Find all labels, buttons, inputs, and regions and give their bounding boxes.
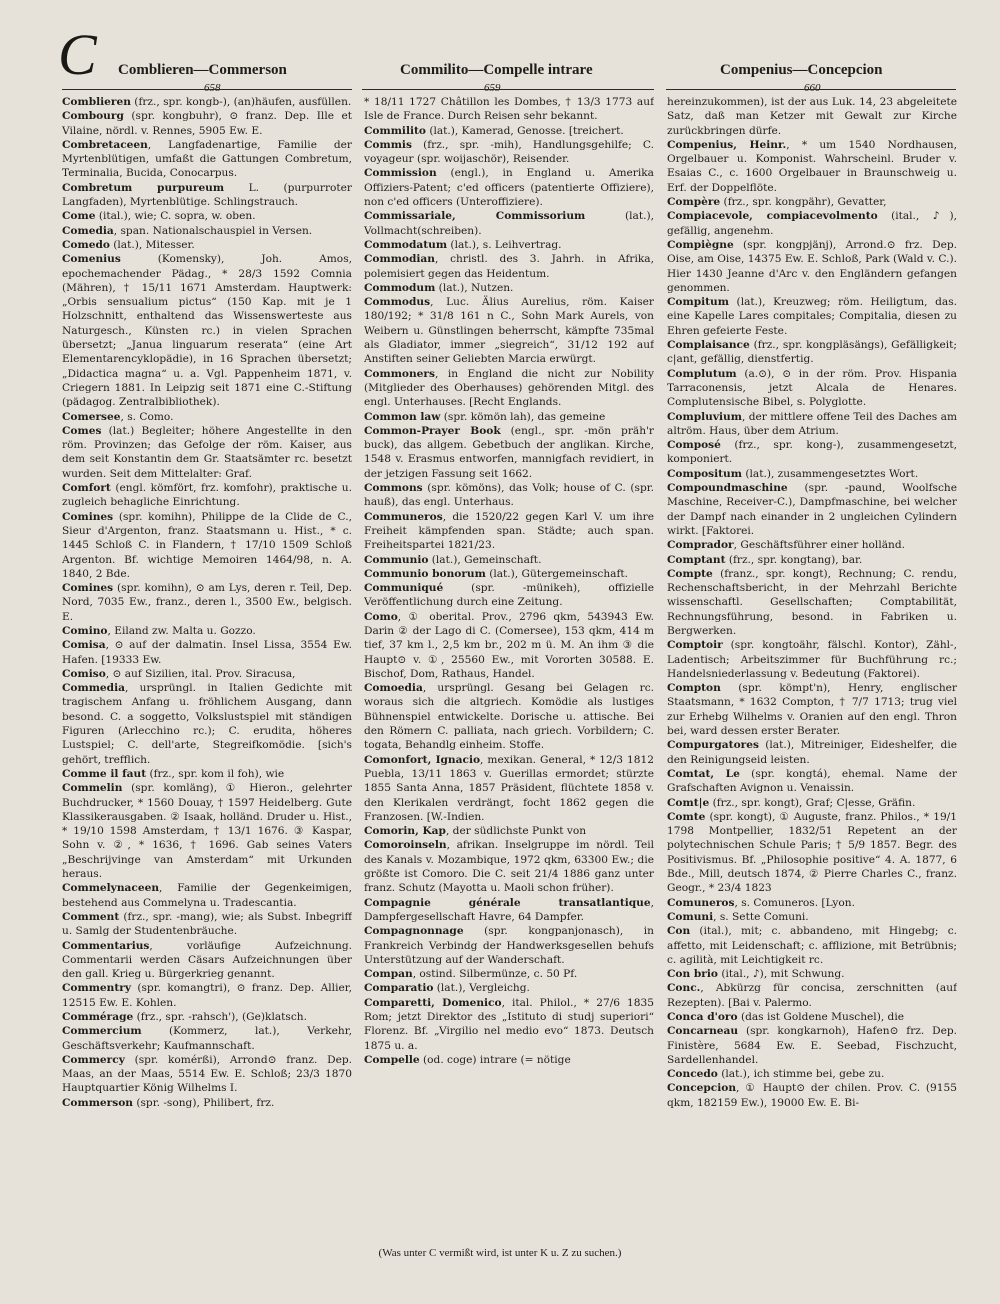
entry-headword: Comtat, Le [667, 767, 740, 780]
entry-headword: Communio bonorum [364, 567, 486, 580]
column-3-rule [666, 89, 956, 90]
entry-headword: Commercium [62, 1025, 142, 1038]
entry-text: , Eiland zw. Malta u. Gozzo. [107, 624, 256, 637]
entry-text: (frz., spr. kongpähr), Gevatter, [720, 196, 887, 209]
section-letter: C [58, 22, 97, 87]
entry-headword: Compoundmaschine [667, 482, 788, 495]
entry-headword: Commilito [364, 124, 426, 137]
dictionary-entry [364, 238, 654, 252]
dictionary-entry [62, 109, 352, 138]
entry-text: , ursprüngl. in Italien Gedichte mit tragischem Anfang u. fröhlichem Ausgang, dann besond. C. a soggetto, Volkslustspiel mit ständigen Figuren (Arlecchino rc.); C. erudita, höheres Lustspiel; C. dell'arte, Stegreifkomödie. [sich's gehört, trefflich. [62, 682, 352, 766]
entry-headword: Commoners [364, 367, 435, 380]
entry-text: (lat.), zusammengesetztes Wort. [741, 467, 919, 480]
dictionary-entry [62, 224, 352, 238]
dictionary-entry [364, 209, 654, 238]
entry-headword: Commelynaceen [62, 882, 160, 895]
dictionary-entry [364, 681, 654, 752]
entry-headword: Concedo [667, 1068, 718, 1081]
dictionary-entry [364, 295, 654, 366]
entry-text: (franz., spr. kongt), Rechnung; C. rendu, Rechenschaftsbericht, in der Mehrzahl Berichte wissenschaftl. Gesellschaften; Comptabilität, Rechnungsführung, besond. in Fabriken u. Bergwerken. [667, 567, 957, 637]
entry-headword: Commis [364, 138, 412, 151]
dictionary-entry [667, 209, 957, 238]
dictionary-entry [364, 610, 654, 681]
dictionary-entry [667, 438, 957, 467]
page-number-659: 659 [484, 82, 501, 94]
dictionary-entry [62, 781, 352, 881]
entry-text: (frz., spr. kong-), zusammengesetzt, komponiert. [667, 439, 957, 466]
entry-headword: Comprador [667, 539, 734, 552]
entry-headword: Compton [667, 682, 721, 695]
entry-headword: Commedia [62, 682, 125, 695]
dictionary-entry [667, 967, 957, 981]
dictionary-entry [364, 838, 654, 895]
entry-headword: Compelle [364, 1053, 420, 1066]
entry-text: (ital.), wie; C. sopra, w. oben. [95, 210, 256, 223]
entry-text: , vorläufige Aufzeichnung. Commentarii werden Cäsars Aufzeichnungen über den gall. Krieg u. Bürgerkrieg genannt. [62, 939, 352, 981]
entry-headword: Comptant [667, 553, 726, 566]
dictionary-entry [667, 810, 957, 896]
entry-headword: Communiqué [364, 582, 444, 595]
dictionary-entry [62, 767, 352, 781]
entry-text: (lat.), Gemeinschaft. [428, 553, 542, 566]
entry-text: (das ist Goldene Muschel), die [737, 1011, 904, 1023]
entry-text: , in England die nicht zur Nobility (Mitglieder des Oberhauses) gehörenden Mitgl. des engl. Unterhauses. [Recht Englands. [364, 367, 654, 409]
entry-headword: Combretum purpureum [62, 181, 225, 194]
dictionary-entry [364, 896, 654, 925]
entry-text: , s. Sette Comuni. [713, 910, 809, 923]
entry-headword: Comines [62, 510, 114, 523]
entry-text: (spr. komérßi), Arrond⊙ franz. Dep. Maas, an der Maas, 5514 Ew. E. Schloß; 23/3 1870 Hauptquartier König Wilhelms I. [62, 1053, 352, 1095]
entry-headword: Compurgatores [667, 739, 759, 752]
dictionary-entry [364, 281, 654, 295]
entry-headword: Communio [364, 553, 429, 566]
entry-headword: Comme il faut [62, 767, 147, 780]
entry-headword: Commerson [62, 1096, 133, 1109]
column-3 [667, 95, 957, 1230]
dictionary-entry [667, 638, 957, 681]
column-2-header: Commilito—Compelle intrare [400, 62, 593, 78]
entry-headword: Compiacevole, compiacevolmento [667, 210, 878, 223]
entry-text: * 18/11 1727 Châtillon les Dombes, † 13/3 1773 auf Isle de France. Durch Reisen sehr bekannt. [364, 96, 654, 123]
entry-text: (spr. kongkarnoh), Hafen⊙ frz. Dep. Finistère, 5684 Ew. E. Seebad, Fischzucht, Sardellenhandel. [667, 1025, 957, 1066]
entry-text: , Langfadenartige, Familie der Myrtenblütigen, umfaßt die Gattungen Combretum, Terminalia, Bucida, Conocarpus. [62, 138, 352, 180]
dictionary-entry [667, 410, 957, 439]
entry-text: (lat.), s. Leihvertrag. [447, 238, 562, 251]
entry-headword: Conc. [667, 982, 701, 995]
entry-text: (frz., spr. kongt), Graf; C|esse, Gräfin. [709, 796, 916, 809]
entry-headword: Compitum [667, 296, 729, 309]
entry-headword: Comuneros [667, 896, 735, 909]
entry-headword: Commentarius [62, 939, 150, 952]
dictionary-entry [62, 410, 352, 424]
entry-headword: Comisa [62, 639, 106, 652]
entry-headword: Con [667, 925, 691, 938]
entry-text: (frz., spr. kongb-), (an)häufen, ausfüllen. [130, 96, 352, 108]
dictionary-entry [364, 553, 654, 567]
entry-text: , span. Nationalschauspiel in Versen. [113, 224, 313, 237]
entry-headword: Compère [667, 196, 721, 209]
entry-text: (spr. -münikeh), offizielle Veröffentlichung durch eine Zeitung. [364, 582, 654, 609]
entry-text: (ital., ♪), mit Schwung. [717, 968, 845, 981]
entry-text: , mexikan. General, * 12/3 1812 Puebla, 13/11 1863 v. Guerillas ermordet; stürzte 1855 Santa Anna, 1857 Präsident, flüchtete 1858 v. den Klerikalen verdrängt, focht 1862 gegen die Franzosen. [W.-Indien. [364, 753, 654, 823]
dictionary-entry [62, 1024, 352, 1053]
dictionary-entry [62, 581, 352, 624]
entry-text: (spr. kongtoähr, fälschl. Kontor), Zähl-, Ladentisch; Arbeitszimmer für Buchführung rc.; Handelsniederlassung v. Bedeutung (Faktorei). [667, 639, 957, 680]
dictionary-entry [62, 209, 352, 223]
entry-headword: Compan [364, 968, 413, 981]
entry-text: (spr. kongt), ① Auguste, franz. Philos., * 19/1 1798 Montpellier, 1832/51 Repetent an der polytechnischen Schule Paris; † 5/9 1857. Begr. des Positivismus. Bf. „Philosophie positive“ 4. A. 1877, 6 Bde., Mill, deutsch 1874, ② Pierre Charles C., franz. Geogr., * 23/4 1823 [667, 810, 957, 895]
entry-text: (spr. komihn), Philippe de la Clide de C., Sieur d'Argenton, franz. Staatsmann u. Hist., * c. 1445 Schloß C. in Flandern, † 17/10 1509 Schloß Argenton. Bf. wichtige Memoiren 1464/98, n. A. 1840, 2 Bde. [62, 510, 352, 580]
dictionary-entry [667, 553, 957, 567]
dictionary-entry [667, 1067, 957, 1081]
entry-headword: Comoroinseln [364, 839, 447, 852]
entry-headword: Commons [364, 482, 423, 495]
dictionary-entry [667, 924, 957, 967]
column-1-rule [62, 89, 352, 90]
entry-text: , Dampfergesellschaft Havre, 64 Dampfer. [364, 896, 654, 923]
dictionary-entry [62, 681, 352, 767]
dictionary-entry [364, 424, 654, 481]
entry-headword: Compiègne [667, 238, 734, 251]
entry-headword: Con brio [667, 968, 718, 981]
entry-text: (engl. kömfört, frz. komfohr), praktische u. zugleich behagliche Einrichtung. [62, 482, 352, 509]
dictionary-entry [62, 910, 352, 939]
entry-headword: Commodum [364, 281, 436, 294]
dictionary-entry [667, 767, 957, 796]
dictionary-entry [667, 1010, 957, 1024]
entry-text: (spr. kömöns), das Volk; house of C. (spr. hauß), das engl. Unterhaus. [364, 482, 654, 509]
dictionary-entry [62, 424, 352, 481]
entry-headword: Concarneau [667, 1025, 739, 1038]
dictionary-entry [667, 295, 957, 338]
dictionary-entry [62, 1096, 352, 1110]
entry-text: (spr. kongtá), ehemal. Name der Grafschaften Avignon u. Venaissin. [667, 767, 957, 795]
entry-text: , ital. Philol., * 27/6 1835 Rom; jetzt Direktor des „Istituto di studj superiori“ Florenz. Bf. „Virgilio nel medio evo“ 1873. Deutsch 1875 u. a. [364, 996, 654, 1052]
entry-text: , * um 1540 Nordhausen, Orgelbauer u. Komponist. Wahrscheinl. Bruder v. Esaias C., c. 1600 Orgelbauer in Braunschweig u. Erf. der Doppelflöte. [667, 138, 957, 194]
entry-headword: Concepcion [667, 1082, 737, 1095]
entry-text: (Kommerz, lat.), Verkehr, Geschäftsverkehr; Kaufmannschaft. [62, 1025, 352, 1052]
entry-headword: Comes [62, 424, 102, 437]
column-1-header: Comblieren—Commerson [118, 62, 287, 78]
entry-headword: Composé [667, 439, 721, 452]
entry-text: (spr. -song), Philibert, frz. [132, 1096, 275, 1109]
entry-text: (spr. -paund, Woolfsche Maschine, Receiver-C.), Dampfmaschine, bei welcher der Dampf nach einander in 2 ungleichen Cylindern wirkt. [Faktorei. [667, 482, 957, 537]
entry-text: , s. Comuneros. [Lyon. [734, 896, 855, 909]
dictionary-entry [667, 538, 957, 552]
entry-headword: Comino [62, 624, 108, 637]
dictionary-entry [364, 367, 654, 410]
column-2 [364, 95, 654, 1230]
dictionary-entry [364, 824, 654, 838]
dictionary-entry [667, 95, 957, 138]
entry-headword: Compte [667, 567, 713, 580]
entry-text: (spr. kömpt'n), Henry, englischer Staatsmann, * 1632 Compton, † 7/7 1713; trug viel zur Erhebg Wilhelms v. Oranien auf den engl. Thron bei, ward dessen erster Berater. [667, 682, 957, 738]
dictionary-entry [667, 910, 957, 924]
entry-text: (frz., spr. -mih), Handlungsgehilfe; C. voyageur (spr. woijaschör), Reisender. [364, 138, 654, 166]
entry-headword: Compenius, Heinr. [667, 138, 787, 151]
dictionary-entry [667, 238, 957, 295]
dictionary-entry [667, 681, 957, 738]
column-1 [62, 95, 352, 1230]
entry-headword: Comedia [62, 224, 114, 237]
entry-headword: Comersee [62, 410, 121, 423]
entry-headword: Comorin, Kap [364, 825, 446, 838]
entry-headword: Compositum [667, 467, 742, 480]
entry-headword: Comuni [667, 910, 714, 923]
entry-text: (lat.), Gütergemeinschaft. [485, 567, 629, 580]
entry-headword: Communeros [364, 510, 443, 523]
dictionary-entry [62, 881, 352, 910]
dictionary-entry [364, 510, 654, 553]
column-3-header: Compenius—Concepcion [720, 62, 883, 78]
entry-text: , ursprüngl. Gesang bei Gelagen rc. woraus sich die altgriech. Komödie als lustiges Bühnenspiel entwickelte. Dorische u. attische. Bei den Römern C. palliata, nach griech. Vorbildern; C. togata, Behandlg einheim. Stoffe. [364, 682, 654, 752]
entry-headword: Commelin [62, 782, 123, 795]
column-2-rule [362, 89, 654, 90]
entry-text: (frz., spr. kongpläsängs), Gefälligkeit; c|ant, gefällig, dienstfertig. [667, 339, 957, 366]
entry-headword: Common law [364, 410, 441, 423]
entry-text: (lat.), Vergleichg. [433, 982, 530, 995]
entry-headword: Comte [667, 810, 706, 823]
entry-text: , der mittlere offene Teil des Daches am altröm. Haus, über dem Atrium. [667, 410, 957, 437]
entry-text: , ① oberital. Prov., 2796 qkm, 543943 Ew. Darin ② der Lago di C. (Comersee), 153 qkm, 414 m tief, 37 km l., 2,5 km br., 202 m ü. M. An ihm ③ die Haupt⊙ v. ①, 25560 Ew., mit Vororten 30588. E. Bischof, Dom, Rathaus, Handel. [364, 610, 654, 680]
dictionary-entry [667, 367, 957, 410]
entry-headword: Commissariale, Commissorium [364, 210, 586, 223]
entry-text: (spr. komläng), ① Hieron., gelehrter Buchdrucker, * 1560 Douay, † 1597 Heidelberg. Gute Klassikerausgaben. ② Isaak, holländ. Druder u. Hist., * 19/10 1598 Amsterdam, † 13/1 1676. ③ Kaspar, Sohn v. ②, * 1636, † 1696. Gab seines Vaters „Beschrijvinge van Amsterdam“ mit Urkunden heraus. [62, 782, 352, 881]
dictionary-entry [62, 939, 352, 982]
dictionary-entry [62, 238, 352, 252]
entry-headword: Comfort [62, 482, 111, 495]
entry-text: , afrikan. Inselgruppe im nördl. Teil des Kanals v. Mozambique, 1972 qkm, 63300 Ew.; die größte ist Comoro. Die C. seit 21/4 1886 ganz unter franz. Schutz (Mayotta u. Maoli schon früher). [364, 839, 654, 895]
dictionary-entry [364, 95, 654, 124]
dictionary-entry [667, 1024, 957, 1067]
dictionary-entry [62, 1053, 352, 1096]
entry-text: (lat.), Kreuzweg; röm. Heiligtum, das. eine Kapelle Lares compitales; Compitalia, diesen zu Ehren gefeierte Feste. [667, 296, 957, 337]
entry-text: (spr. kongpanjonasch), in Frankreich Verbindg der Handwerksgesellen behufs Unterstützung auf der Wanderschaft. [364, 925, 654, 966]
dictionary-entry [667, 567, 957, 638]
entry-text: L. (purpurroter Langfaden), Myrtenblütige. Schlingstrauch. [62, 181, 352, 209]
entry-headword: Commodus [364, 296, 431, 309]
dictionary-entry [364, 924, 654, 967]
dictionary-entry [364, 567, 654, 581]
dictionary-entry [667, 738, 957, 767]
dictionary-entry [364, 996, 654, 1053]
entry-headword: Common-Prayer Book [364, 424, 501, 437]
dictionary-entry [364, 1053, 654, 1067]
entry-headword: Comonfort, Ignacio [364, 753, 481, 766]
entry-text: (frz., spr. kongtang), bar. [725, 553, 863, 566]
entry-text: (lat.), ich stimme bei, gebe zu. [717, 1068, 885, 1081]
dictionary-entry [364, 967, 654, 981]
entry-text: , Familie der Gegenkeimigen, bestehend aus Commelyna u. Tradescantia. [62, 882, 352, 909]
dictionary-entry [667, 1081, 957, 1110]
entry-headword: Comblieren [62, 96, 131, 108]
entry-text: (lat.) Begleiter; höhere Angestellte in den röm. Provinzen; das Gefolge der röm. Kaiser, aus dem seit Konstantin dem Gr. Staatsämter rc. besetzt wurden. Seit dem Mittelalter: Graf. [62, 424, 352, 480]
entry-text: , ⊙ auf der dalmatin. Insel Lissa, 3554 Ew. Hafen. [19333 Ew. [62, 639, 352, 666]
entry-text: (lat.), Vollmacht(schreiben). [364, 210, 654, 237]
entry-headword: Come [62, 210, 96, 223]
entry-headword: Comoedia [364, 682, 423, 695]
entry-headword: Commodatum [364, 238, 448, 251]
entry-text: (Komensky), Joh. Amos, epochemachender Pädag., * 28/3 1592 Comnia (Mähren), † 15/11 1671 Amsterdam. Hauptwerk: „Orbis sensualium pictus“ (150 Kap. mit je 1 Holzschnitt, enthaltend das Wissenswerteste aus Naturgesch., Künsten rc.) in vielen Sprachen übersetzt; „Janua linguarum reserata“ (eine Art Elementarencyklopädie), in 16 Sprachen übersetzt; „Didactica magna“ u. a. Vgl. Pappenheim 1871, v. Criegern 1881. In Leipzig seit 1871 eine C.-Stiftung (pädagog. Zentralbibliothek). [62, 253, 352, 409]
footer-note: (Was unter C vermißt wird, ist unter K u. Z zu suchen.) [378, 1247, 622, 1259]
entry-text: (spr. kongpjänj), Arrond.⊙ frz. Dep. Oise, am Oise, 14375 Ew. E. Schloß, Park (Wald v. C.). Hier 1430 Jeanne d'Arc v. den Engländern gefangen genommen. [667, 238, 957, 294]
entry-text: hereinzukommen), ist der aus Luk. 14, 23 abgeleitete Satz, daß man Ketzer mit Gewalt zur Kirche zurückbringen dürfe. [667, 96, 957, 137]
entry-text: (spr. kömön lah), das gemeine [440, 410, 606, 423]
dictionary-entry [667, 195, 957, 209]
dictionary-entry [62, 252, 352, 409]
dictionary-entry [667, 481, 957, 538]
entry-text: , ⊙ auf Sizilien, ital. Prov. Siracusa, [105, 667, 296, 680]
dictionary-entry [364, 252, 654, 281]
dictionary-entry [667, 138, 957, 195]
dictionary-entry [62, 638, 352, 667]
entry-text: (a.⊙), ⊙ in der röm. Prov. Hispania Tarraconensis, jetzt Alcala de Henares. Complutensische Bibel, s. Polyglotte. [667, 367, 957, 409]
dictionary-entry [62, 981, 352, 1010]
entry-text: (ital.), mit; c. abbandeno, mit Hingebg; c. affetto, mit Leidenschaft; c. afflizione, mit Betrübnis; c. agilità, mit Leichtigkeit rc. [667, 925, 957, 966]
entry-text: (spr. komihn), ⊙ am Lys, deren r. Teil, Dep. Nord, 7035 Ew., franz., deren l., 3500 Ew., belgisch. E. [62, 582, 352, 623]
entry-text: , Geschäftsführer einer holländ. [733, 539, 905, 552]
entry-text: (spr. komangtri), ⊙ franz. Dep. Allier, 12515 Ew. E. Kohlen. [62, 982, 352, 1009]
entry-text: (engl.), in England u. Amerika Offiziers-Patent; c'ed officers (patentierte Offiziere), non c'ed officers (Unteroffiziere). [364, 167, 654, 209]
entry-headword: Compluvium [667, 410, 742, 423]
entry-text: (ital., ♪), gefällig, angenehm. [667, 210, 957, 237]
entry-headword: Compagnie générale transatlantique [364, 896, 651, 909]
entry-headword: Comparatio [364, 982, 434, 995]
entry-text: , der südlichste Punkt von [445, 825, 587, 838]
dictionary-entry [364, 481, 654, 510]
entry-text: (frz., spr. kom il foh), wie [146, 767, 285, 780]
entry-text: (lat.), Mitesser. [109, 238, 195, 251]
entry-headword: Commodian [364, 253, 435, 266]
entry-text: , Abkürzg für concisa, zerschnitten (auf Rezepten). [Bai v. Palermo. [667, 982, 957, 1009]
entry-text: , die 1520/22 gegen Karl V. um ihre Freiheit kämpfenden span. Städte; auch span. Freiheitspartei 1821/23. [364, 510, 654, 552]
dictionary-entry [62, 1010, 352, 1024]
page-number-658: 658 [204, 82, 221, 94]
dictionary-entry [364, 410, 654, 424]
entry-headword: Commercy [62, 1053, 125, 1066]
dictionary-entry [62, 181, 352, 210]
dictionary-entry [364, 124, 654, 138]
dictionary-entry [667, 796, 957, 810]
entry-headword: Como [364, 610, 398, 623]
dictionary-entry [667, 981, 957, 1010]
entry-headword: Comiso [62, 667, 106, 680]
entry-text: , Luc. Älius Aurelius, röm. Kaiser 180/192; * 31/8 161 n C., Sohn Mark Aurels, von Weibern u. Günstlingen beherrscht, kämpfte 735mal als Gladiator, immer „siegreich“, 31/12 192 auf Anstiften seiner Geliebten Marcia erwürgt. [364, 296, 654, 366]
entry-text: , ① Haupt⊙ der chilen. Prov. C. (9155 qkm, 182159 Ew.), 19000 Ew. E. Bi- [667, 1082, 957, 1109]
dictionary-entry [364, 981, 654, 995]
dictionary-entry [62, 624, 352, 638]
entry-text: , ostind. Silbermünze, c. 50 Pf. [412, 968, 578, 981]
page-number-660: 660 [804, 82, 821, 94]
dictionary-entry [62, 667, 352, 681]
dictionary-entry [364, 138, 654, 167]
entry-headword: Compagnonnage [364, 925, 464, 938]
dictionary-entry [62, 138, 352, 181]
entry-headword: Comt|e [667, 796, 710, 809]
entry-headword: Comenius [62, 253, 121, 266]
entry-headword: Commentry [62, 982, 131, 995]
entry-headword: Comines [62, 582, 114, 595]
entry-headword: Conca d'oro [667, 1011, 738, 1023]
entry-text: (od. coge) intrare (= nötige [419, 1053, 571, 1066]
entry-text: , christl. des 3. Jahrh. in Afrika, polemisiert gegen das Heidentum. [364, 253, 654, 280]
entry-text: (lat.), Mitreiniger, Eideshelfer, die den Reinigungseid leisten. [667, 739, 957, 766]
dictionary-entry [667, 338, 957, 367]
entry-headword: Complaisance [667, 339, 750, 352]
entry-headword: Combourg [62, 110, 124, 123]
entry-headword: Commérage [62, 1011, 134, 1023]
entry-text: , s. Como. [120, 410, 174, 423]
entry-text: (lat.), Nutzen. [435, 281, 514, 294]
dictionary-entry [364, 753, 654, 824]
dictionary-entry [667, 896, 957, 910]
entry-headword: Comptoir [667, 639, 723, 652]
entry-text: (frz., spr. -mang), wie; als Subst. Inbegriff u. Samlg der Studentenbräuche. [62, 910, 352, 938]
dictionary-entry [62, 510, 352, 581]
entry-headword: Comment [62, 910, 120, 923]
entry-headword: Comedo [62, 238, 110, 251]
entry-headword: Combretaceen [62, 138, 148, 151]
dictionary-entry [62, 95, 352, 109]
dictionary-entry [62, 481, 352, 510]
entry-text: (engl., spr. -mön präh'r buck), das allgem. Gebetbuch der anglikan. Kirche, 1548 v. Erasmus entworfen, mannigfach revidiert, in der jetzigen Fassung seit 1662. [364, 424, 654, 480]
entry-headword: Commission [364, 167, 437, 180]
entry-text: (frz., spr. -rahsch'), (Ge)klatsch. [133, 1011, 307, 1023]
entry-text: (spr. kongbuhr), ⊙ franz. Dep. Ille et Vilaine, nördl. v. Rennes, 5905 Ew. E. [62, 110, 352, 137]
entry-headword: Complutum [667, 367, 737, 380]
dictionary-entry [364, 581, 654, 610]
entry-text: (lat.), Kamerad, Genosse. [treichert. [425, 124, 624, 137]
dictionary-entry [364, 166, 654, 209]
entry-headword: Comparetti, Domenico [364, 996, 502, 1009]
dictionary-entry [667, 467, 957, 481]
